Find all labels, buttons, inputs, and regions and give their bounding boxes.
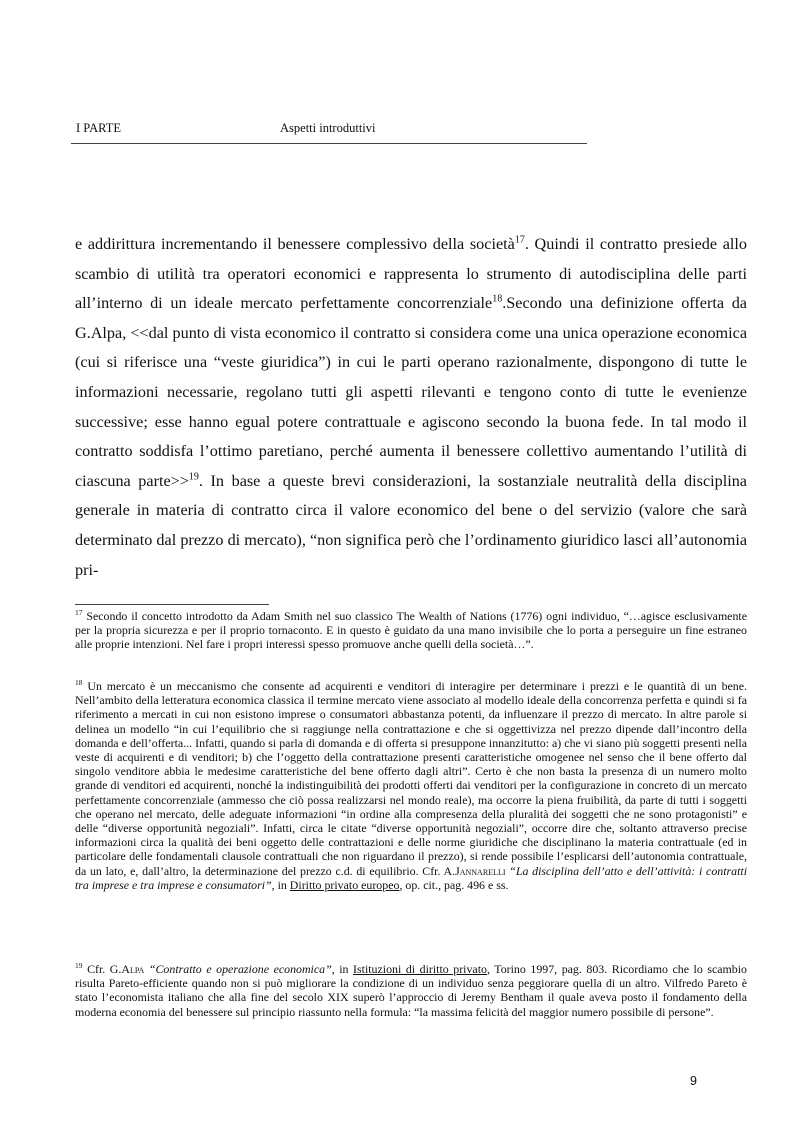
footnote-book: Istituzioni di diritto privato <box>353 962 487 976</box>
footnote-tail: , Torino 1997, pag. 803. Ricordiamo che lo scambio risulta Pareto-efficiente quando non si può migliorare la condizione di un individuo senza peggiorare quella di un altro. Vilfredo Pareto è stato l’economista italiano che alla fine del secolo XIX superò l’approccio di Jeremy Bentham il quale aveva posto il fondamento della moderna economia del benessere sul principio riassunto nella formula: “la massima felicità del maggior numero possibile di persone”. <box>75 962 747 1019</box>
footnote-number: 19 <box>75 961 83 971</box>
body-segment: . Quindi il contratto presiede allo scambio di utilità tra operatori economici e rappresenta lo strumento di autodisciplina delle parti all’interno di un ideale mercato perfettamente concorrenziale <box>75 235 747 313</box>
footnote-number: 18 <box>75 678 83 688</box>
footnote-ref-18: 18 <box>492 293 503 305</box>
footnote-19 <box>75 962 747 1019</box>
footnote-text: Un mercato è un meccanismo che consente ad acquirenti e venditori di interagire per determinare i prezzi e le quantità di un bene. Nell’ambito della letteratura economica classica il termine mercato viene associato al modello ideale della concorrenza perfetta e quindi si fa riferimento a mercati in cui non esistono imprese o consumatori abbastanza potenti, da influenzare il prezzo di mercato. In altre parole si delinea un modello “in cui l’equilibrio che si raggiunge nella contrattazione e che si oggettivizza nel prezzo dipende dall’incontro della domanda e dell’offerta... Infatti, quando si parla di domanda e di offerta si presuppone innanzitutto: a) che vi siano più soggetti presenti nella veste di acquirenti e di venditori; b) che l’oggetto della contrattazione presenti caratteristiche omogenee nel senso che il bene offerto dal singolo venditore abbia le medesime caratteristiche del bene offerto dagli altri”. Certo è che non basta la presenza di un numero molto grande di venditori ed acquirenti, nonché la indistinguibilità dei prodotti offerti dai venditori per la configurazione in concreto di un mercato perfettamente concorrenziale (ammesso che ciò possa realizzarsi nel mondo reale), ma occorre la piena fruibilità, da parte di tutti i soggetti che operano nel mercato, delle adeguate informazioni “in ordine alla compresenza della pluralità dei soggetti che ne sono protagonisti” e delle “diverse opportunità negoziali”. Infatti, circa le citate “diverse opportunità negoziali”, occorre dire che, soltanto attraverso precise informazioni circa la qualità dei beni oggetto delle contrattazioni e delle norme giuridiche che disciplinano la materia contrattuale (ed in particolare delle fondamentali clausole contrattuali che non riguardano il prezzo), si rende possibile l’esplicarsi dell’autonomia contrattuale, da un lato, e, dall’altro, la determinazione del prezzo c.d. di equilibrio. Cfr. A. <box>75 679 747 878</box>
running-header <box>71 120 587 146</box>
header-title: Aspetti introduttivi <box>280 121 376 135</box>
header-section: I PARTE <box>76 121 121 135</box>
body-segment: . In base a queste brevi considerazioni, la sostanziale neutralità della disciplina generale in materia di contratto circa il valore economico del bene o del servizio (valore che sarà determinato dal prezzo di mercato), “non significa però che l’ordinamento giuridico lasci all’autonomia pri- <box>75 471 747 579</box>
footnote-separator <box>75 604 269 605</box>
footnote-ref-19: 19 <box>188 471 199 483</box>
footnote-cited-title: “La disciplina dell’atto e dell’attività: i contratti tra imprese e tra imprese e consumatori” <box>75 863 747 892</box>
body-segment: .Secondo una definizione offerta da G.Alpa, <<dal punto di vista economico il contratto si considera come una unica operazione economica (cui si riferisce una “veste giuridica”) in cui le parti operano razionalmente, dispongono di tutte le informazioni necessarie, regolano tutti gli aspetti rilevanti e tengono conto di tutte le evenienze successive; esse hanno egual potere contrattuale e agiscono secondo la buona fede. In tal modo il contratto soddisfa l’ottimo paretiano, perché aumenta il benessere collettivo aumentando l’utilità di ciascuna parte>> <box>75 294 747 490</box>
footnote-author: Alpa <box>121 962 145 976</box>
footnote-book: Diritto privato europeo <box>289 877 400 892</box>
footnote-number: 17 <box>75 608 83 618</box>
body-paragraph <box>75 230 747 585</box>
footnote-17 <box>75 609 747 652</box>
footnote-author: Jannarelli <box>455 863 506 878</box>
footnote-ref-17: 17 <box>514 234 525 246</box>
page-number: 9 <box>690 1074 697 1088</box>
footnote-pre: Cfr. G. <box>82 962 122 976</box>
body-segment: e addirittura incrementando il benessere complessivo della società <box>75 235 515 253</box>
footnote-cited-title: “Contratto e operazione economica” <box>144 962 332 976</box>
footnote-sep: , in <box>271 877 290 892</box>
header-rule <box>71 143 587 144</box>
footnote-sep: , in <box>331 962 354 976</box>
footnote-text: Secondo il concetto introdotto da Adam Smith nel suo classico The Wealth of Nations (1776) ogni individuo, “…agisce esclusivamente per la propria sicurezza e per il proprio tornaconto. E in questo è guidato da una mano invisibile che lo porta a perseguire un fine estraneo alle proprie intenzioni. Nel fare i propri interessi spesso promuove anche quelli della società…”. <box>75 609 747 652</box>
footnote-18 <box>75 679 747 892</box>
footnote-tail: , op. cit., pag. 496 e ss. <box>399 877 509 892</box>
